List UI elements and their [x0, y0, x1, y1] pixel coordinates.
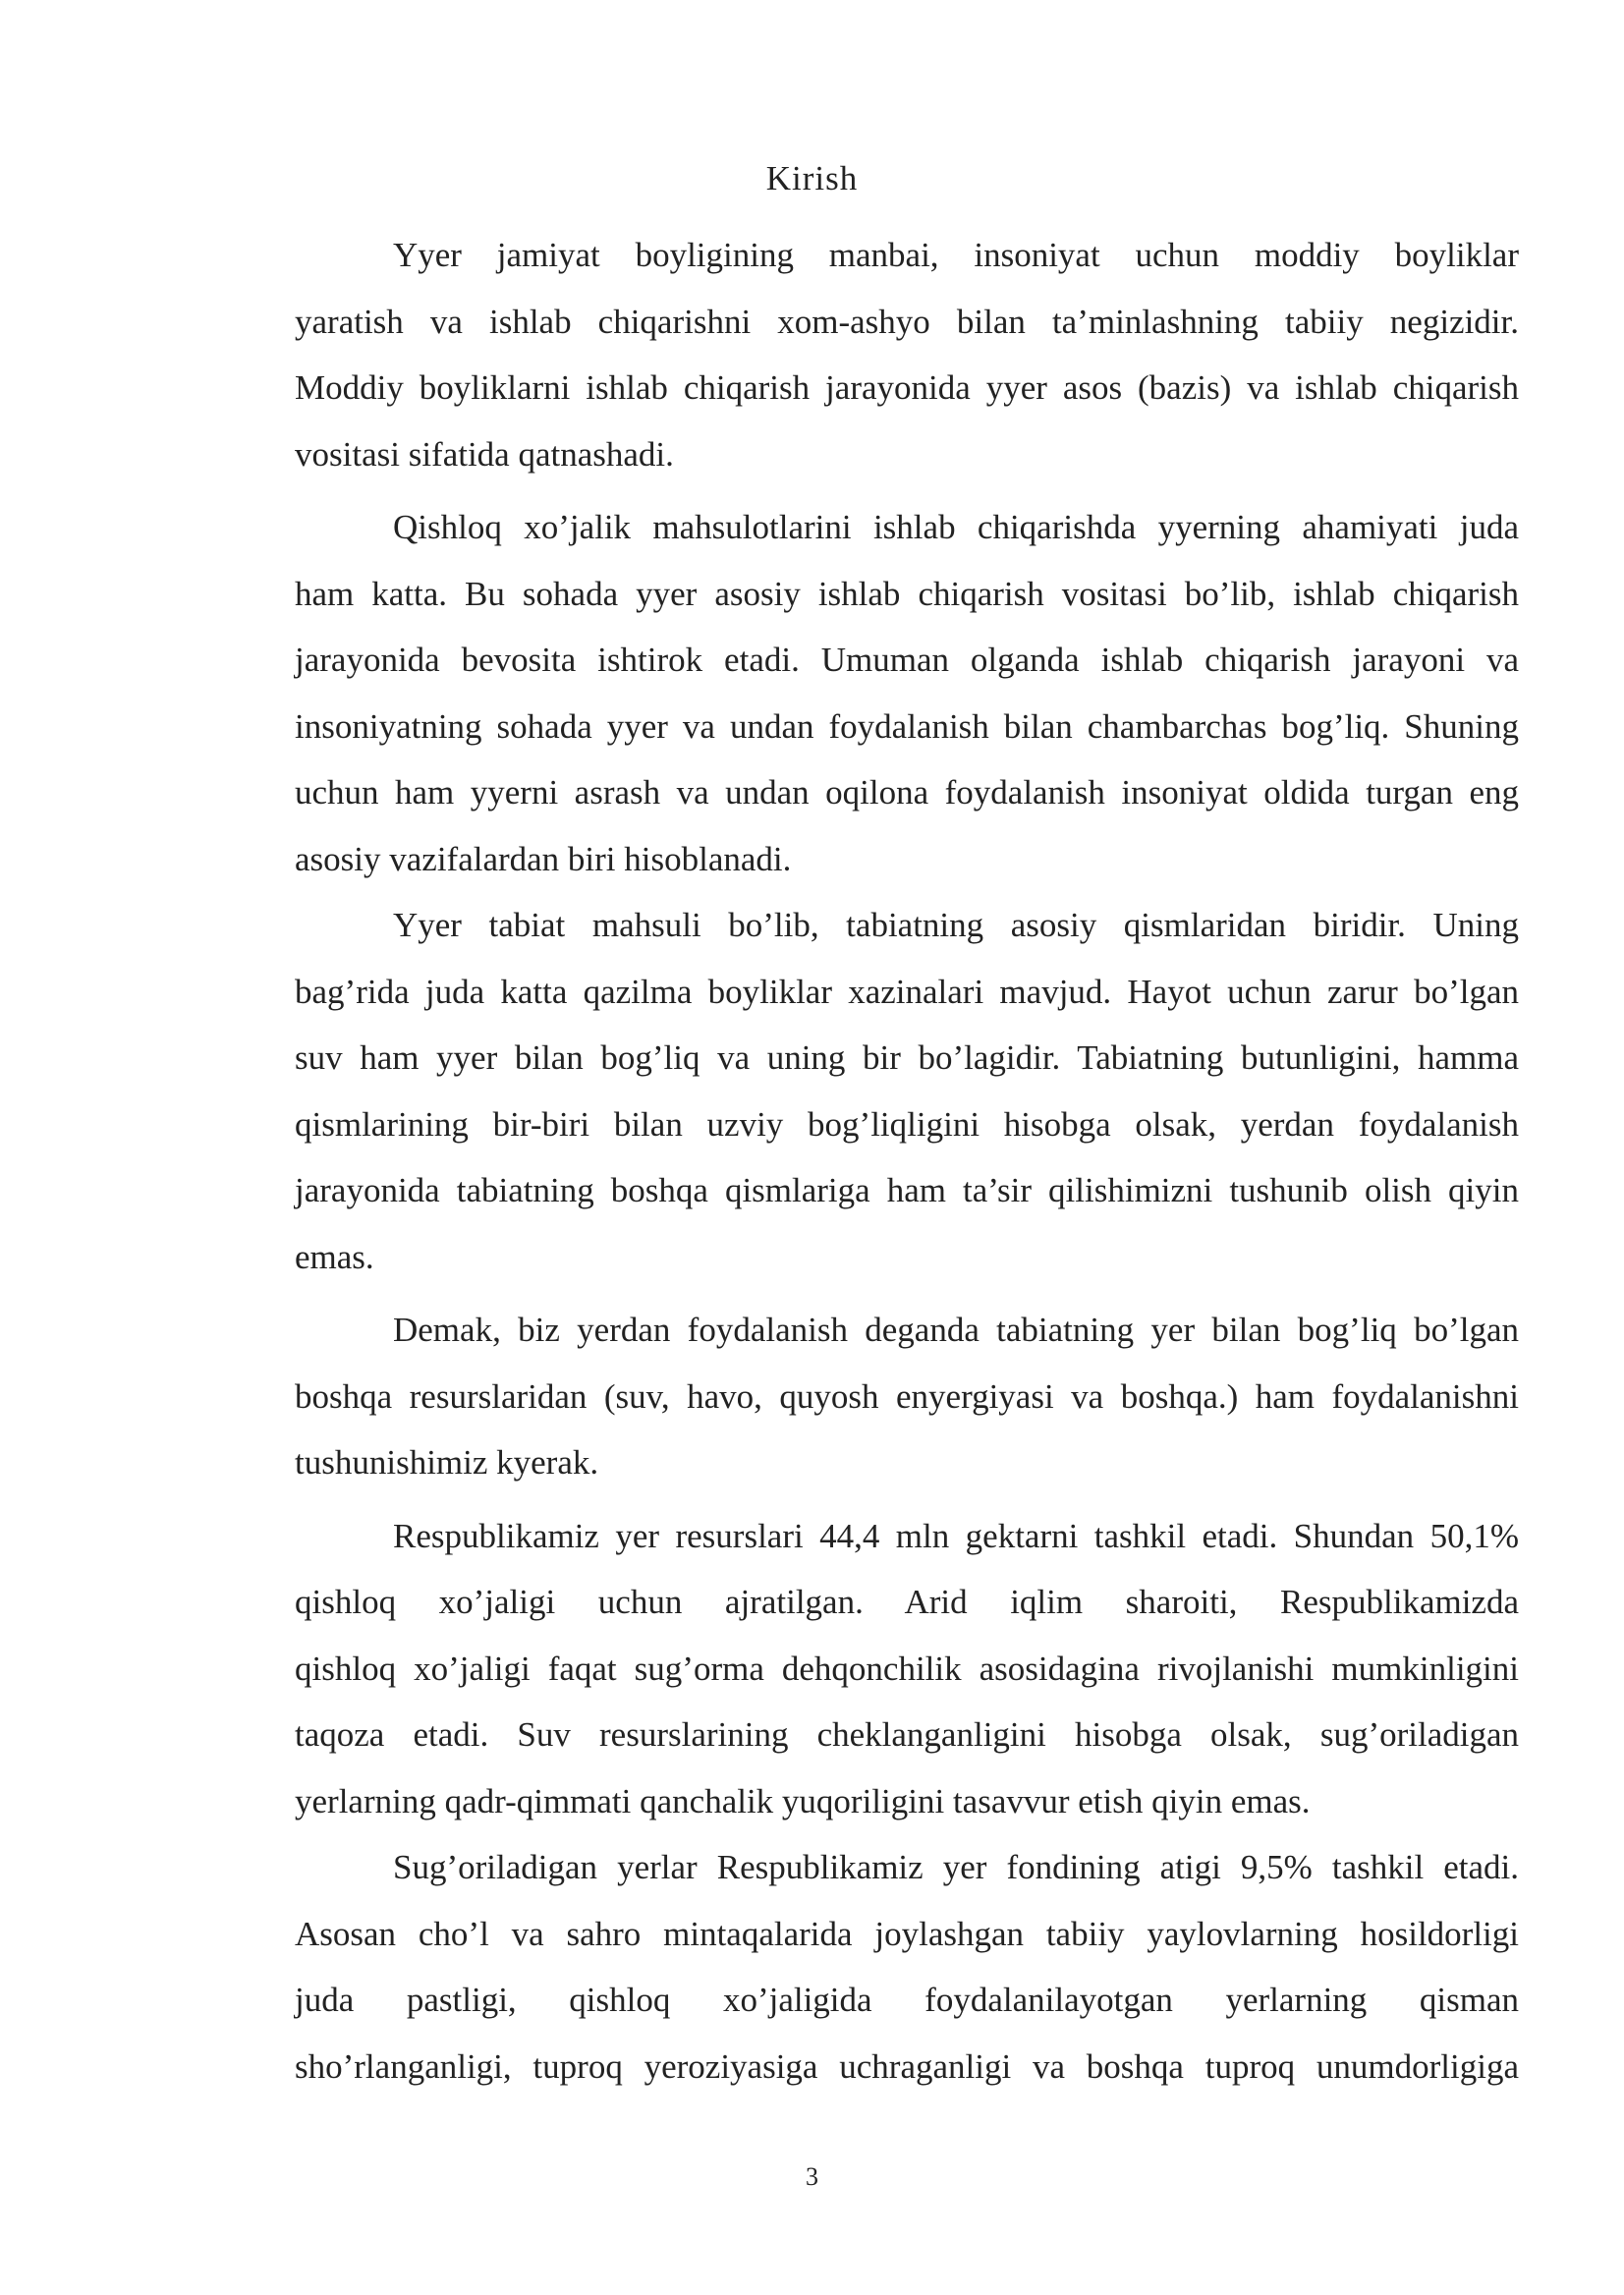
text-line: Moddiy boyliklarni ishlab chiqarish jarayonida yyer asos (bazis) va ishlab chiqarish	[295, 368, 1519, 407]
text-line: Yyer tabiat mahsuli bo’lib, tabiatning asosiy qismlaridan biridir. Uning	[393, 906, 1519, 944]
text-line: asosiy vazifalardan biri hisoblanadi.	[295, 839, 792, 878]
text-line: jarayonida bevosita ishtirok etadi. Umuman olganda ishlab chiqarish jarayoni va	[295, 641, 1519, 679]
text-line: Qishloq xo’jalik mahsulotlarini ishlab chiqarishda yyerning ahamiyati juda	[393, 508, 1519, 546]
text-line: taqoza etadi. Suv resurslarining cheklanganligini hisobga olsak, sug’oriladigan	[295, 1715, 1519, 1754]
text-line: sho’rlanganligi, tuproq yeroziyasiga uchraganligi va boshqa tuproq unumdorligiga	[295, 2046, 1519, 2086]
text-line: jarayonida tabiatning boshqa qismlariga ham ta’sir qilishimizni tushunib olish qiyin	[295, 1171, 1519, 1209]
text-line: boshqa resurslaridan (suv, havo, quyosh enyergiyasi va boshqa.) ham foydalanishni	[295, 1376, 1519, 1416]
text-line: yerlarning qadr-qimmati qanchalik yuqoriligini tasavvur etish qiyin emas.	[295, 1781, 1311, 1820]
text-line: Asosan cho’l va sahro mintaqalarida joylashgan tabiiy yaylovlarning hosildorligi	[295, 1914, 1519, 1953]
text-line: Demak, biz yerdan foydalanish deganda tabiatning yer bilan bog’liq bo’lgan	[393, 1311, 1519, 1349]
text-line: qismlarining bir-biri bilan uzviy bog’liqligini hisobga olsak, yerdan foydalanish	[295, 1104, 1519, 1144]
text-line: suv ham yyer bilan bog’liq va uning bir bo’lagidir. Tabiatning butunligini, hamma	[295, 1038, 1519, 1077]
page-title: Kirish	[765, 159, 859, 197]
text-line: Respublikamiz yer resurslari 44,4 mln gektarni tashkil etadi. Shundan 50,1%	[393, 1516, 1519, 1555]
paragraph-1	[196, 222, 1519, 487]
text-line: emas.	[295, 1237, 374, 1276]
text-line: uchun ham yyerni asrash va undan oqilona foydalanish insoniyat oldida turgan eng	[295, 773, 1519, 812]
text-line: tushunishimiz kyerak.	[295, 1443, 599, 1482]
text-line: yaratish va ishlab chiqarishni xom-ashyo bilan ta’minlashning tabiiy negizidir.	[295, 302, 1519, 341]
text-line: vositasi sifatida qatnashadi.	[295, 434, 674, 474]
paragraph-4	[196, 1297, 1519, 1496]
page-number: 3	[806, 2162, 818, 2191]
text-line: insoniyatning sohada yyer va undan foydalanish bilan chambarchas bog’liq. Shuning	[295, 706, 1519, 746]
text-line: bag’rida juda katta qazilma boyliklar xazinalari mavjud. Hayot uchun zarur bo’lgan	[295, 972, 1519, 1011]
text-line: qishloq xo’jaligi faqat sug’orma dehqonchilik asosidagina rivojlanishi mumkinligini	[295, 1649, 1519, 1688]
text-line: qishloq xo’jaligi uchun ajratilgan. Arid iqlim sharoiti, Respublikamizda	[295, 1583, 1519, 1621]
body-text	[196, 222, 1519, 2099]
text-line: Sug’oriladigan yerlar Respublikamiz yer fondining atigi 9,5% tashkil etadi.	[393, 1848, 1519, 1886]
paragraph-6	[196, 1834, 1519, 2099]
paragraph-3	[196, 892, 1519, 1290]
paragraph-2	[196, 494, 1519, 892]
text-line: ham katta. Bu sohada yyer asosiy ishlab chiqarish vositasi bo’lib, ishlab chiqarish	[295, 574, 1519, 613]
text-line: juda pastligi, qishloq xo’jaligida foydalanilayotgan yerlarning qisman	[295, 1981, 1519, 2019]
paragraph-5	[196, 1503, 1519, 1835]
text-line: Yyer jamiyat boyligining manbai, insoniyat uchun moddiy boyliklar	[393, 236, 1519, 274]
